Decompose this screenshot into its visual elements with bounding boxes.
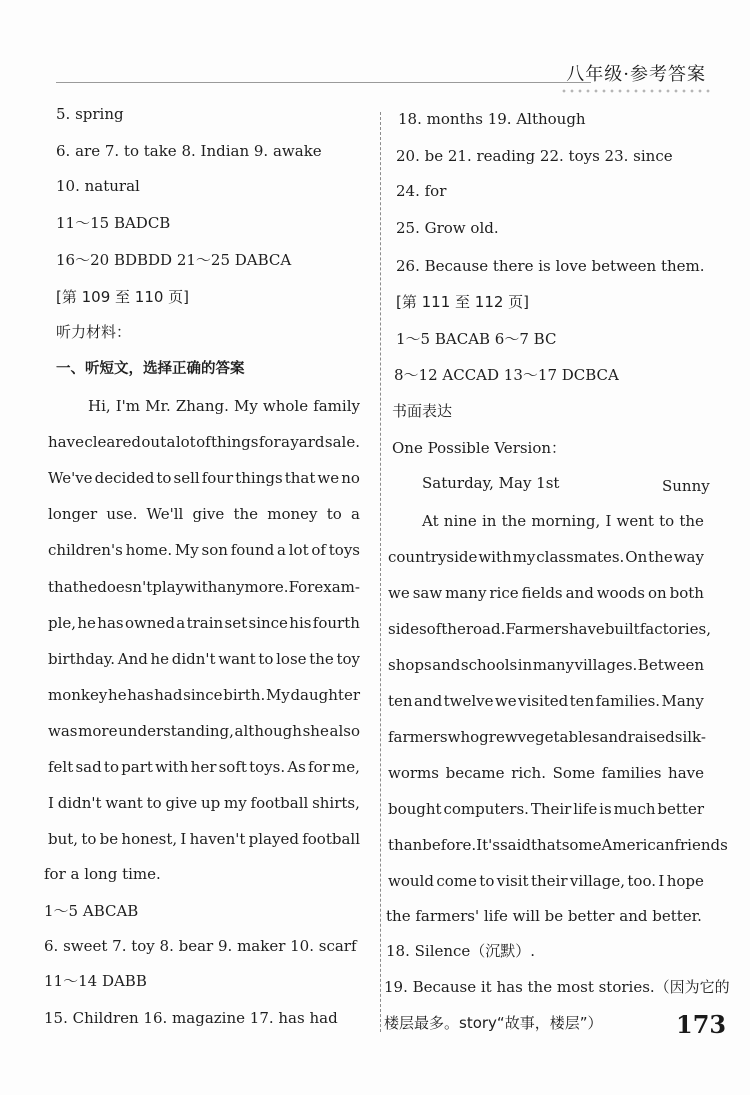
answer-line: 16～20 BDBDD 21～25 DABCA: [56, 251, 292, 269]
passage-word: money: [267, 505, 318, 524]
passage-last-line: the farmers' life will be better and better.: [386, 907, 702, 925]
passage-word: than: [388, 836, 423, 854]
passage-word: Hi,: [88, 397, 111, 415]
passage-word: way: [673, 548, 704, 566]
answer-line: 25. Grow old.: [396, 219, 499, 237]
passage-word: to: [326, 505, 342, 524]
passage-word: ple,: [48, 613, 77, 632]
passage-word: that: [531, 836, 562, 854]
passage-word: since: [248, 613, 288, 632]
passage-word: families.: [595, 692, 661, 710]
passage-line: [422, 511, 704, 531]
passage-word: her: [190, 758, 217, 776]
passage-word: with: [184, 577, 218, 596]
passage-word: the: [309, 649, 334, 668]
passage-line: [48, 613, 360, 633]
passage-line: [388, 619, 711, 639]
passage-word: train: [186, 613, 224, 632]
passage-word: better: [657, 800, 704, 818]
passage-line: [48, 721, 360, 741]
passage-word: toys: [328, 541, 360, 560]
passage-word: my: [224, 794, 247, 813]
passage-word: sad: [75, 758, 102, 776]
passage-word: have: [568, 620, 605, 638]
passage-word: worms: [388, 764, 439, 782]
passage-word: bought: [388, 800, 442, 818]
passage-word: want: [105, 794, 143, 813]
passage-word: On: [625, 548, 648, 566]
column-divider: [380, 112, 381, 1032]
passage-word: to: [156, 469, 172, 488]
passage-word: of: [426, 620, 442, 638]
passage-word: Many: [661, 692, 704, 710]
passage-word: to: [103, 758, 119, 776]
passage-word: many: [445, 584, 487, 602]
passage-word: life: [573, 800, 598, 818]
passage-word: soft: [218, 758, 247, 776]
passage-line: [48, 685, 360, 705]
passage-word: rice: [489, 584, 519, 602]
passage-word: and: [432, 656, 461, 674]
passage-word: owned: [124, 613, 175, 632]
passage-word: We'll: [146, 505, 184, 524]
passage-word: want: [218, 649, 256, 668]
passage-word: and: [599, 728, 628, 746]
passage-word: I: [658, 872, 665, 890]
passage-word: felt: [48, 758, 74, 776]
answer-line: 18. Silence（沉默）.: [386, 942, 536, 960]
passage-word: rich.: [511, 764, 546, 782]
passage-word: birth.: [223, 685, 266, 704]
passage-word: My: [174, 541, 199, 560]
passage-word: of: [196, 433, 211, 452]
passage-word: nine: [443, 512, 477, 530]
passage-line: [48, 757, 360, 777]
passage-word: My: [265, 685, 290, 704]
passage-word: much: [613, 800, 656, 818]
passage-word: his: [289, 613, 312, 632]
passage-word: Between: [637, 656, 704, 674]
passage-word: said: [499, 836, 532, 854]
passage-word: family: [313, 397, 360, 415]
passage-line: [388, 799, 704, 819]
answer-line: 20. be 21. reading 22. toys 23. since: [396, 147, 673, 165]
passage-word: the: [648, 548, 673, 566]
passage-word: and: [565, 584, 594, 602]
passage-word: on: [647, 584, 667, 602]
answer-line: 8～12 ACCAD 13～17 DCBCA: [394, 366, 619, 384]
header-rule: [56, 82, 591, 83]
answer-line: 楼层最多。story“故事，楼层”）: [384, 1014, 603, 1032]
passage-word: countryside: [388, 548, 478, 566]
answer-line: 1～5 ABCAB: [44, 902, 139, 920]
passage-word: home.: [125, 541, 173, 560]
passage-word: didn't: [171, 649, 216, 668]
passage-word: had: [154, 685, 183, 704]
passage-word: before.: [422, 836, 477, 854]
passage-word: he: [78, 577, 98, 596]
passage-word: Mr.: [145, 397, 171, 415]
passage-word: exam-: [314, 577, 360, 596]
passage-word: their: [530, 872, 568, 890]
passage-word: fields: [521, 584, 563, 602]
passage-line: [388, 871, 704, 891]
passage-word: sale.: [324, 433, 360, 452]
passage-word: sell: [173, 469, 200, 488]
passage-word: cleared: [84, 433, 142, 452]
passage-word: who: [447, 728, 480, 746]
passage-word: come: [436, 872, 477, 890]
passage-word: birthday.: [48, 649, 116, 668]
passage-word: play: [152, 577, 185, 596]
passage-word: toy: [336, 649, 360, 668]
passage-word: became: [445, 764, 505, 782]
passage-word: also: [329, 721, 360, 740]
page-number: 173: [676, 1010, 727, 1039]
passage-word: of: [311, 541, 326, 560]
passage-word: give: [165, 794, 198, 813]
passage-word: give: [192, 505, 225, 524]
page-range-heading: [第 111 至 112 页]: [396, 293, 530, 311]
answer-line: 10. natural: [56, 177, 140, 195]
passage-word: any: [217, 577, 245, 596]
passage-word: football: [250, 794, 309, 813]
passage-word: for: [258, 433, 281, 452]
passage-word: saw: [412, 584, 443, 602]
section-label: 听力材料：: [56, 323, 132, 341]
passage-word: We've: [48, 469, 93, 488]
passage-word: hope: [666, 872, 704, 890]
passage-word: played: [248, 830, 299, 849]
passage-line: [88, 396, 360, 416]
passage-word: but,: [48, 830, 79, 849]
passage-word: is: [599, 800, 612, 818]
passage-word: has: [127, 685, 154, 704]
passage-word: villages.: [574, 656, 638, 674]
passage-line: [48, 577, 360, 597]
passage-word: ten: [569, 692, 595, 710]
passage-word: in: [481, 512, 497, 530]
answer-line: 6. are 7. to take 8. Indian 9. awake: [56, 142, 322, 160]
passage-word: didn't: [57, 794, 102, 813]
passage-last-line: for a long time.: [44, 865, 161, 883]
page-header-title: 八年级·参考答案: [566, 64, 706, 85]
passage-word: shops: [388, 656, 432, 674]
passage-word: silk-: [674, 728, 706, 746]
passage-word: was: [48, 721, 78, 740]
passage-word: For: [288, 577, 315, 596]
passage-word: me,: [332, 758, 360, 776]
passage-word: My: [233, 397, 258, 415]
passage-line: [48, 649, 360, 669]
passage-word: she: [302, 721, 329, 740]
passage-word: with: [478, 548, 512, 566]
passage-word: son: [201, 541, 228, 560]
passage-word: Some: [552, 764, 596, 782]
passage-word: grew: [479, 728, 518, 746]
passage-word: decided: [94, 469, 155, 488]
passage-word: a: [166, 433, 176, 452]
passage-line: [48, 468, 360, 488]
passage-word: I: [48, 794, 54, 813]
passage-word: fourth: [312, 613, 360, 632]
passage-word: be: [99, 830, 119, 849]
answer-line: 11～15 BADCB: [56, 214, 171, 232]
passage-word: sides: [388, 620, 427, 638]
passage-word: children's: [48, 541, 123, 560]
passage-word: Farmers: [505, 620, 569, 638]
answer-line: 11～14 DABB: [44, 972, 147, 990]
passage-word: monkey: [48, 685, 108, 704]
answer-line: 15. Children 16. magazine 17. has had: [44, 1009, 338, 1027]
passage-line: [388, 835, 728, 855]
passage-word: built: [604, 620, 640, 638]
passage-word: with: [155, 758, 189, 776]
passage-word: things: [211, 433, 259, 452]
passage-word: more.: [244, 577, 289, 596]
passage-word: we: [388, 584, 410, 602]
passage-word: computers.: [443, 800, 529, 818]
page-range-heading: [第 109 至 110 页]: [56, 288, 190, 306]
passage-word: a: [281, 433, 290, 452]
passage-word: American: [601, 836, 675, 854]
passage-word: he: [108, 685, 127, 704]
passage-word: As: [287, 758, 306, 776]
passage-word: although: [234, 721, 302, 740]
passage-word: longer: [48, 505, 98, 524]
passage-word: part: [121, 758, 153, 776]
passage-word: morning,: [531, 512, 601, 530]
answer-line: 6. sweet 7. toy 8. bear 9. maker 10. scarf: [44, 937, 357, 955]
answer-line: 18. months 19. Although: [398, 110, 586, 128]
passage-word: families: [601, 764, 662, 782]
passage-word: lot: [175, 433, 196, 452]
passage-word: he: [150, 649, 170, 668]
passage-word: four: [201, 469, 234, 488]
passage-word: farmers: [388, 728, 448, 746]
passage-word: the: [441, 620, 466, 638]
passage-line: [388, 655, 704, 675]
passage-word: have: [48, 433, 84, 452]
passage-word: went: [616, 512, 654, 530]
passage-word: twelve: [443, 692, 494, 710]
passage-word: up: [200, 794, 221, 813]
passage-word: things: [235, 469, 283, 488]
passage-word: I: [605, 512, 612, 530]
passage-word: It's: [476, 836, 500, 854]
version-label: One Possible Version：: [392, 439, 567, 457]
passage-word: lose: [276, 649, 307, 668]
passage-word: schools: [460, 656, 518, 674]
passage-word: classmates.: [536, 548, 625, 566]
passage-word: to: [659, 512, 675, 530]
passage-line: [48, 829, 360, 849]
passage-line: [48, 432, 360, 452]
passage-word: haven't: [189, 830, 246, 849]
passage-word: lot: [288, 541, 309, 560]
passage-word: too.: [627, 872, 656, 890]
passage-word: use.: [106, 505, 138, 524]
passage-word: visit: [496, 872, 529, 890]
passage-word: village,: [569, 872, 625, 890]
passage-word: he: [77, 613, 96, 632]
passage-word: many: [532, 656, 575, 674]
passage-word: visited: [517, 692, 569, 710]
passage-word: And: [117, 649, 148, 668]
passage-word: Their: [530, 800, 572, 818]
section-heading: 一、听短文，选择正确的答案: [56, 361, 245, 377]
passage-word: I: [180, 830, 187, 849]
diary-date: Saturday, May 1st: [422, 474, 560, 492]
answer-line: 5. spring: [56, 105, 124, 123]
passage-word: doesn't: [97, 577, 153, 596]
passage-line: [388, 547, 704, 567]
passage-word: found: [230, 541, 275, 560]
passage-line: [48, 540, 360, 560]
passage-line: [48, 793, 360, 813]
passage-line: [388, 691, 704, 711]
answer-line: 1～5 BACAB 6～7 BC: [396, 330, 557, 348]
passage-word: no: [341, 469, 360, 488]
passage-word: toys.: [249, 758, 286, 776]
answer-line: 24. for: [396, 182, 447, 200]
passage-word: woods: [596, 584, 645, 602]
passage-word: and: [413, 692, 443, 710]
passage-word: would: [388, 872, 434, 890]
passage-word: a: [350, 505, 360, 524]
passage-word: we: [317, 469, 340, 488]
passage-word: yard: [290, 433, 325, 452]
passage-word: that: [284, 469, 316, 488]
passage-word: has: [97, 613, 124, 632]
passage-word: ten: [388, 692, 413, 710]
section-label: 书面表达: [392, 402, 453, 420]
passage-word: honest,: [121, 830, 178, 849]
passage-word: the: [679, 512, 704, 530]
passage-word: that: [48, 577, 79, 596]
passage-word: raised: [627, 728, 675, 746]
passage-line: [388, 763, 704, 783]
passage-word: daughter: [290, 685, 360, 704]
passage-word: football: [302, 830, 360, 849]
passage-word: some: [561, 836, 602, 854]
passage-word: since: [183, 685, 223, 704]
passage-word: we: [494, 692, 517, 710]
passage-word: to: [146, 794, 162, 813]
passage-word: factories,: [639, 620, 711, 638]
passage-word: in: [517, 656, 533, 674]
passage-word: At: [422, 512, 439, 530]
header-dots-ornament: [560, 88, 710, 94]
passage-word: a: [176, 613, 186, 632]
passage-word: more: [78, 721, 118, 740]
passage-word: Zhang.: [175, 397, 229, 415]
passage-word: to: [258, 649, 274, 668]
answer-line: 19. Because it has the most stories.（因为它的: [384, 978, 730, 996]
passage-word: understanding,: [118, 721, 234, 740]
passage-word: set: [224, 613, 248, 632]
passage-line: [388, 583, 704, 603]
passage-word: shirts,: [312, 794, 360, 813]
passage-word: road.: [465, 620, 506, 638]
answer-line: 26. Because there is love between them.: [396, 257, 705, 275]
passage-word: have: [668, 764, 704, 782]
passage-word: vegetables: [517, 728, 600, 746]
passage-line: [388, 727, 704, 747]
passage-word: out: [141, 433, 167, 452]
passage-word: to: [81, 830, 97, 849]
passage-line: [48, 504, 360, 524]
passage-word: to: [479, 872, 495, 890]
passage-word: both: [669, 584, 704, 602]
passage-word: the: [501, 512, 527, 530]
passage-word: whole: [262, 397, 309, 415]
diary-weather: Sunny: [662, 477, 710, 495]
passage-word: a: [277, 541, 286, 560]
passage-word: my: [512, 548, 536, 566]
passage-word: the: [233, 505, 259, 524]
passage-word: for: [308, 758, 330, 776]
passage-word: I'm: [115, 397, 141, 415]
passage-word: friends: [674, 836, 728, 854]
